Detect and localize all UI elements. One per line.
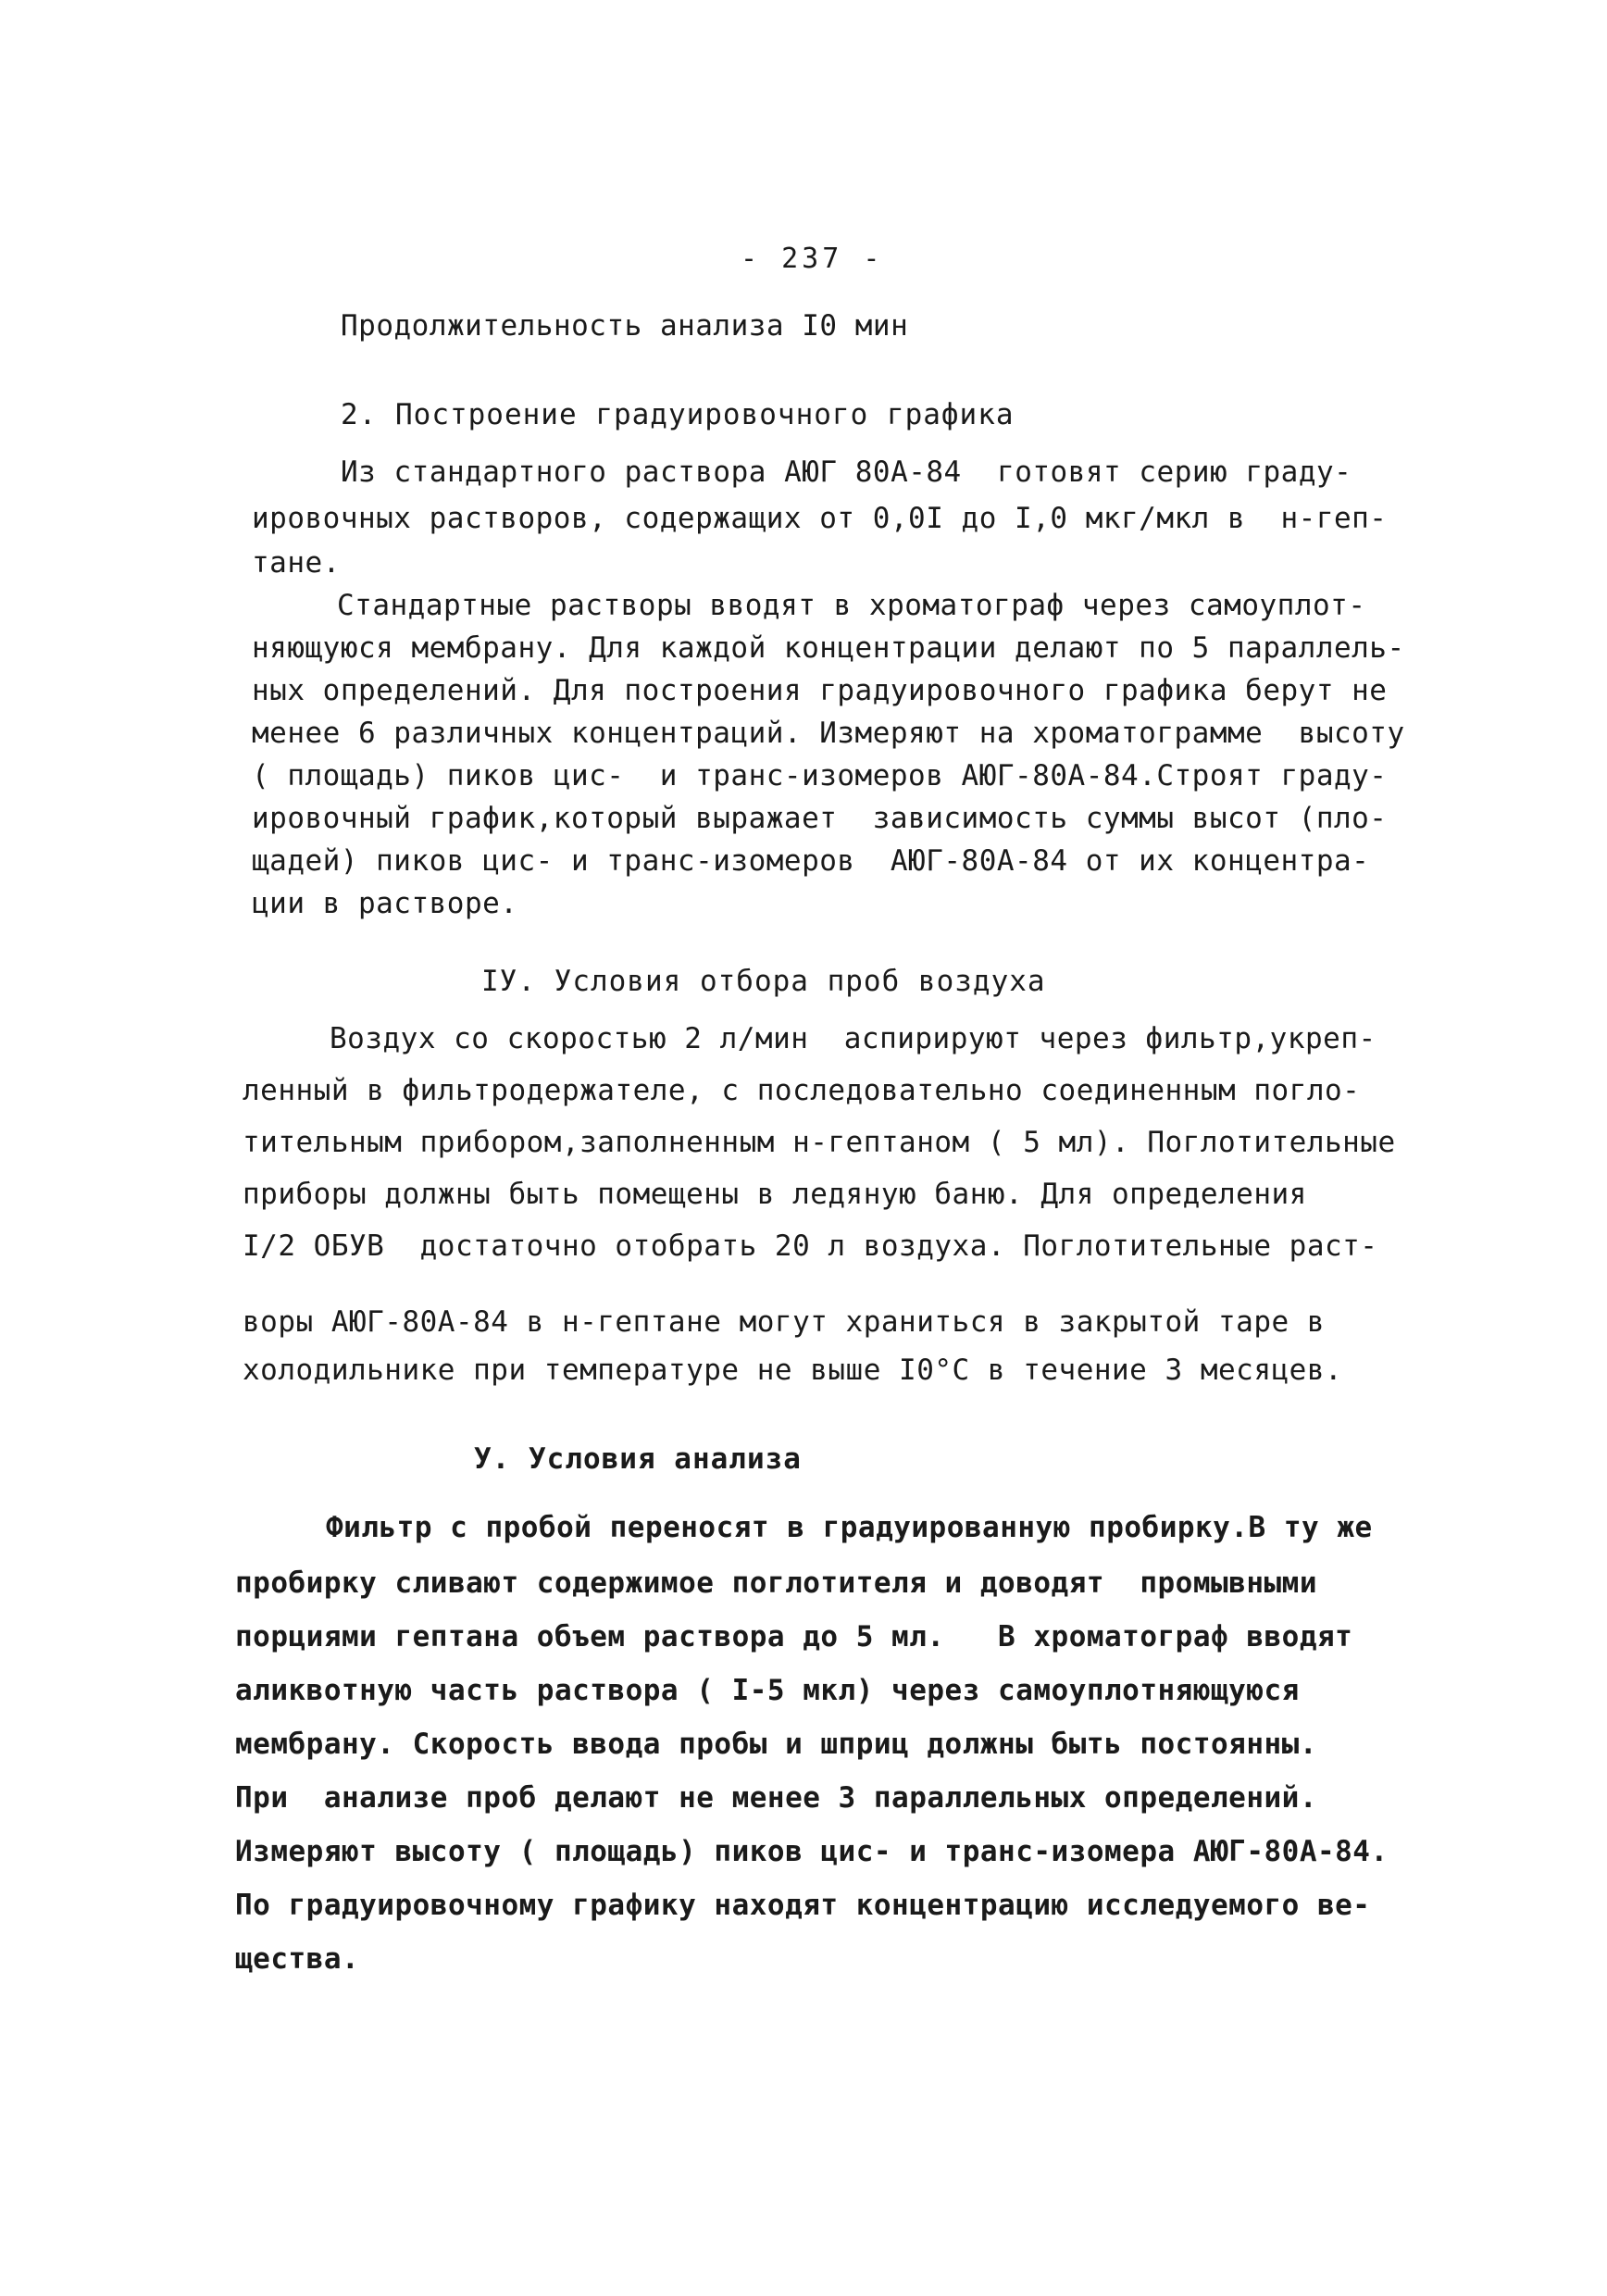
calibration-p1-line: тане.: [252, 546, 341, 580]
sampling-line: тительным прибором,заполненным н-гептаном ( 5 мл). Поглотительные: [243, 1126, 1396, 1159]
sampling-line: холодильнике при температуре не выше I0°С в течение 3 месяцев.: [243, 1354, 1343, 1387]
analysis-line: Фильтр с пробой переносят в градуированную пробирку.В ту же: [326, 1511, 1373, 1544]
calibration-heading: 2. Построение градуировочного графика: [341, 398, 1015, 431]
analysis-line: аликвотную часть раствора ( I-5 мкл) через самоуплотняющуюся: [235, 1674, 1300, 1707]
analysis-heading: У. Условия анализа: [474, 1442, 802, 1476]
analysis-line: По градуировочному графику находят концентрацию исследуемого ве-: [235, 1889, 1371, 1922]
analysis-line: щества.: [235, 1942, 360, 1976]
calibration-p2-line: щадей) пиков цис- и транс-изомеров АЮГ-80А-84 от их концентра-: [252, 844, 1370, 878]
calibration-p1-line: ировочных растворов, содержащих от 0,0I до I,0 мкг/мкл в н-геп-: [252, 502, 1388, 535]
calibration-p2-line: ировочный график,который выражает зависимость суммы высот (пло-: [252, 802, 1388, 835]
analysis-line: Измеряют высоту ( площадь) пиков цис- и транс-изомера АЮГ-80А-84.: [235, 1835, 1389, 1868]
sampling-heading: IУ. Условия отбора проб воздуха: [481, 965, 1046, 998]
sampling-line: ленный в фильтродержателе, с последовательно соединенным погло-: [243, 1074, 1361, 1107]
calibration-p2-line: менее 6 различных концентраций. Измеряют на хроматограмме высоту: [252, 717, 1405, 750]
page-number: - 237 -: [741, 243, 884, 275]
sampling-line: приборы должны быть помещены в ледяную баню. Для определения: [243, 1178, 1307, 1211]
calibration-p2-line: Стандартные растворы вводят в хроматограф через самоуплот-: [337, 589, 1366, 622]
calibration-p2-line: ции в растворе.: [252, 887, 518, 920]
calibration-p2-line: ных определений. Для построения градуировочного графика берут не: [252, 674, 1388, 707]
sampling-line: Воздух со скоростью 2 л/мин аспирируют через фильтр,укреп-: [330, 1022, 1377, 1055]
sampling-line: воры АЮГ-80А-84 в н-гептане могут храниться в закрытой таре в: [243, 1305, 1325, 1339]
analysis-line: При анализе проб делают не менее 3 параллельных определений.: [235, 1781, 1317, 1815]
analysis-line: мембрану. Скорость ввода пробы и шприц должны быть постоянны.: [235, 1728, 1317, 1761]
calibration-p2-line: ( площадь) пиков цис- и транс-изомеров АЮГ-80А-84.Строят граду-: [252, 759, 1388, 792]
calibration-p1-line: Из стандартного раствора АЮГ 80А-84 готовят серию граду-: [341, 455, 1352, 489]
analysis-line: порциями гептана объем раствора до 5 мл. В хроматограф вводят: [235, 1620, 1353, 1653]
calibration-p2-line: няющуюся мембрану. Для каждой концентрации делают по 5 параллель-: [252, 631, 1405, 665]
analysis-line: пробирку сливают содержимое поглотителя и доводят промывными: [235, 1566, 1317, 1600]
duration-line: Продолжительность анализа I0 мин: [341, 309, 909, 343]
sampling-line: I/2 ОБУВ достаточно отобрать 20 л воздуха. Поглотительные раст-: [243, 1229, 1378, 1263]
